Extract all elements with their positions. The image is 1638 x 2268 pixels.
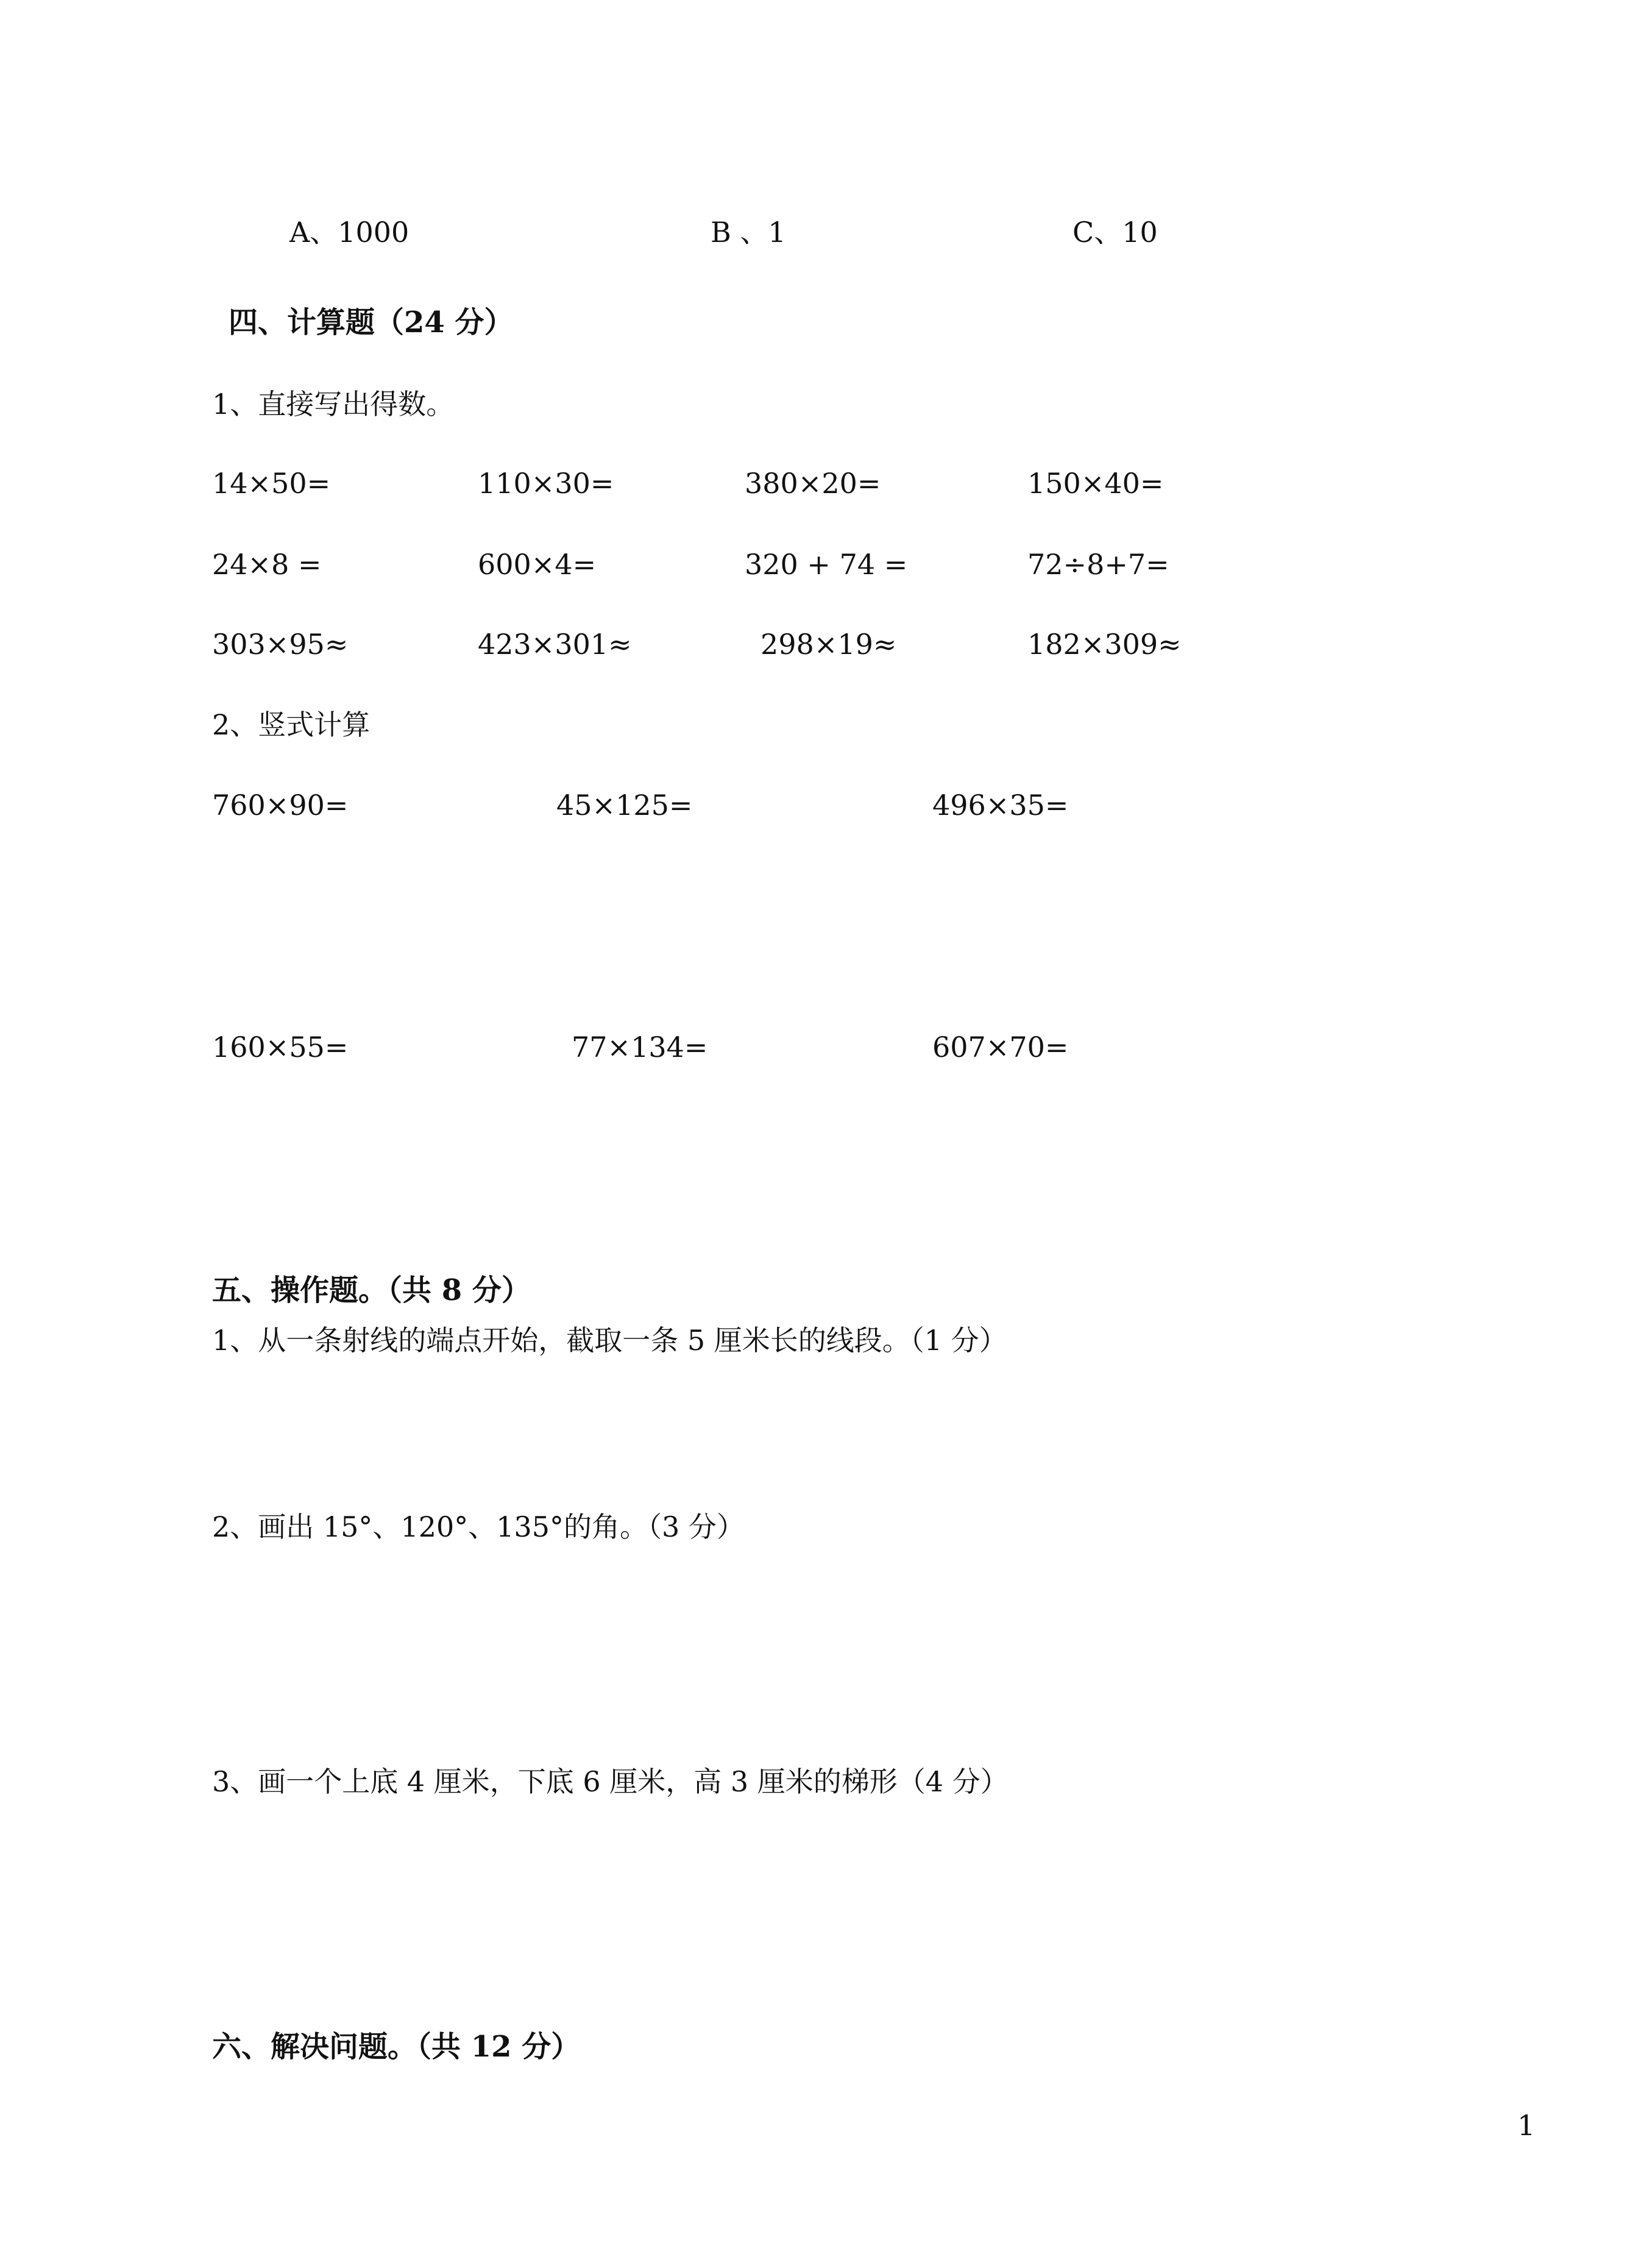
vertical-calc-item: 160×55= xyxy=(212,1031,349,1064)
section5-q2: 2、画出 15°、120°、135°的角。（3 分） xyxy=(212,1510,745,1543)
mental-math-item: 303×95≈ xyxy=(212,628,349,661)
mental-math-item: 423×301≈ xyxy=(478,628,632,661)
section4-title: 四、计算题（24 分） xyxy=(229,305,514,339)
section6-title: 六、解决问题。（共 12 分） xyxy=(212,2030,581,2064)
option-b: B 、1 xyxy=(711,216,786,249)
vertical-calc-item: 607×70= xyxy=(932,1031,1069,1064)
page-number: 1 xyxy=(1517,2109,1536,2142)
section5-title: 五、操作题。（共 8 分） xyxy=(212,1273,531,1307)
option-a: A、1000 xyxy=(289,216,410,249)
mental-math-item: 150×40= xyxy=(1027,467,1164,500)
section5-q1: 1、从一条射线的端点开始，截取一条 5 厘米长的线段。（1 分） xyxy=(212,1324,1007,1357)
mental-math-item: 72÷8+7= xyxy=(1027,548,1169,581)
mental-math-item: 298×19≈ xyxy=(760,628,897,661)
mental-math-item: 110×30= xyxy=(478,467,614,500)
vertical-calc-item: 496×35= xyxy=(932,789,1069,822)
vertical-calc-item: 760×90= xyxy=(212,789,349,822)
mental-math-item: 600×4= xyxy=(478,548,597,581)
mental-math-item: 14×50= xyxy=(212,467,331,500)
option-c: C、10 xyxy=(1072,216,1158,249)
section5-q3: 3、画一个上底 4 厘米，下底 6 厘米，高 3 厘米的梯形（4 分） xyxy=(212,1765,1009,1798)
mental-math-item: 320 + 74 = xyxy=(745,548,908,581)
mental-math-item: 182×309≈ xyxy=(1027,628,1182,661)
vertical-calc-item: 77×134= xyxy=(572,1031,708,1064)
vertical-calc-item: 45×125= xyxy=(556,789,693,822)
section4-q2-title: 2、竖式计算 xyxy=(212,708,370,741)
section4-q1-title: 1、直接写出得数。 xyxy=(212,388,455,421)
mental-math-item: 24×8 = xyxy=(212,548,322,581)
mental-math-item: 380×20= xyxy=(745,467,881,500)
